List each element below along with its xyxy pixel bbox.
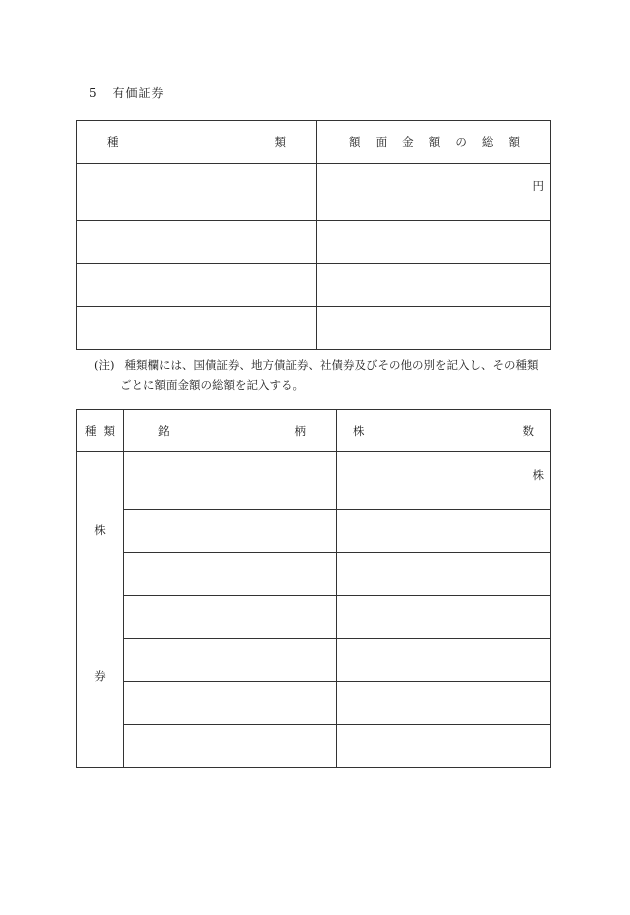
amount-input-cell[interactable]	[317, 307, 551, 350]
share-unit-label: 株	[532, 468, 544, 482]
issue-input-cell[interactable]	[124, 639, 337, 682]
shares-input-cell[interactable]	[337, 553, 551, 596]
header-kind: 種 類	[77, 410, 124, 452]
table-row	[77, 307, 551, 350]
header-kind: 種 類	[77, 121, 317, 164]
kind-input-cell[interactable]	[77, 307, 317, 350]
securities-face-amount-table	[76, 120, 551, 350]
yen-unit-label: 円	[532, 179, 544, 193]
section-title	[89, 84, 164, 101]
table-row	[77, 553, 551, 596]
kind-input-cell[interactable]	[77, 164, 317, 221]
shares-input-cell[interactable]	[337, 725, 551, 768]
header-issue-name: 銘 柄	[124, 410, 337, 452]
issue-input-cell[interactable]	[124, 510, 337, 553]
kind-input-cell[interactable]	[77, 221, 317, 264]
section-heading: 有価証券	[112, 86, 165, 100]
issue-input-cell[interactable]	[124, 553, 337, 596]
section-number: 5	[89, 86, 98, 100]
issue-input-cell[interactable]	[124, 596, 337, 639]
header-total-face-amount: 額 面 金 額 の 総 額	[317, 121, 551, 164]
shares-input-cell[interactable]	[337, 596, 551, 639]
table-row	[77, 596, 551, 639]
amount-input-cell[interactable]	[317, 264, 551, 307]
footnote-label: (注)	[94, 358, 115, 372]
stock-certificates-table	[76, 409, 551, 768]
table-row	[77, 682, 551, 725]
table-row	[77, 639, 551, 682]
table-row	[77, 264, 551, 307]
header-share-count: 株 数	[337, 410, 551, 452]
amount-input-cell[interactable]	[317, 164, 551, 221]
issue-input-cell[interactable]	[124, 452, 337, 510]
amount-input-cell[interactable]	[317, 221, 551, 264]
table-row	[77, 452, 551, 510]
table-row	[77, 164, 551, 221]
issue-input-cell[interactable]	[124, 725, 337, 768]
shares-input-cell[interactable]	[337, 639, 551, 682]
kind-label-top: 株	[94, 523, 106, 537]
table-header-row	[77, 121, 551, 164]
table-header-row	[77, 410, 551, 452]
footnote-line-2: ごとに額面金額の総額を記入する。	[120, 378, 304, 392]
table-row	[77, 221, 551, 264]
kind-stock-certificates-cell	[77, 452, 124, 768]
issue-input-cell[interactable]	[124, 682, 337, 725]
shares-input-cell[interactable]	[337, 510, 551, 553]
shares-input-cell[interactable]	[337, 452, 551, 510]
kind-input-cell[interactable]	[77, 264, 317, 307]
footnote	[94, 355, 554, 395]
footnote-line-1: 種類欄には、国債証券、地方債証券、社債券及びその他の別を記入し、その種類	[124, 358, 539, 372]
kind-label-bottom: 券	[94, 669, 106, 683]
table-row	[77, 725, 551, 768]
shares-input-cell[interactable]	[337, 682, 551, 725]
table-row	[77, 510, 551, 553]
